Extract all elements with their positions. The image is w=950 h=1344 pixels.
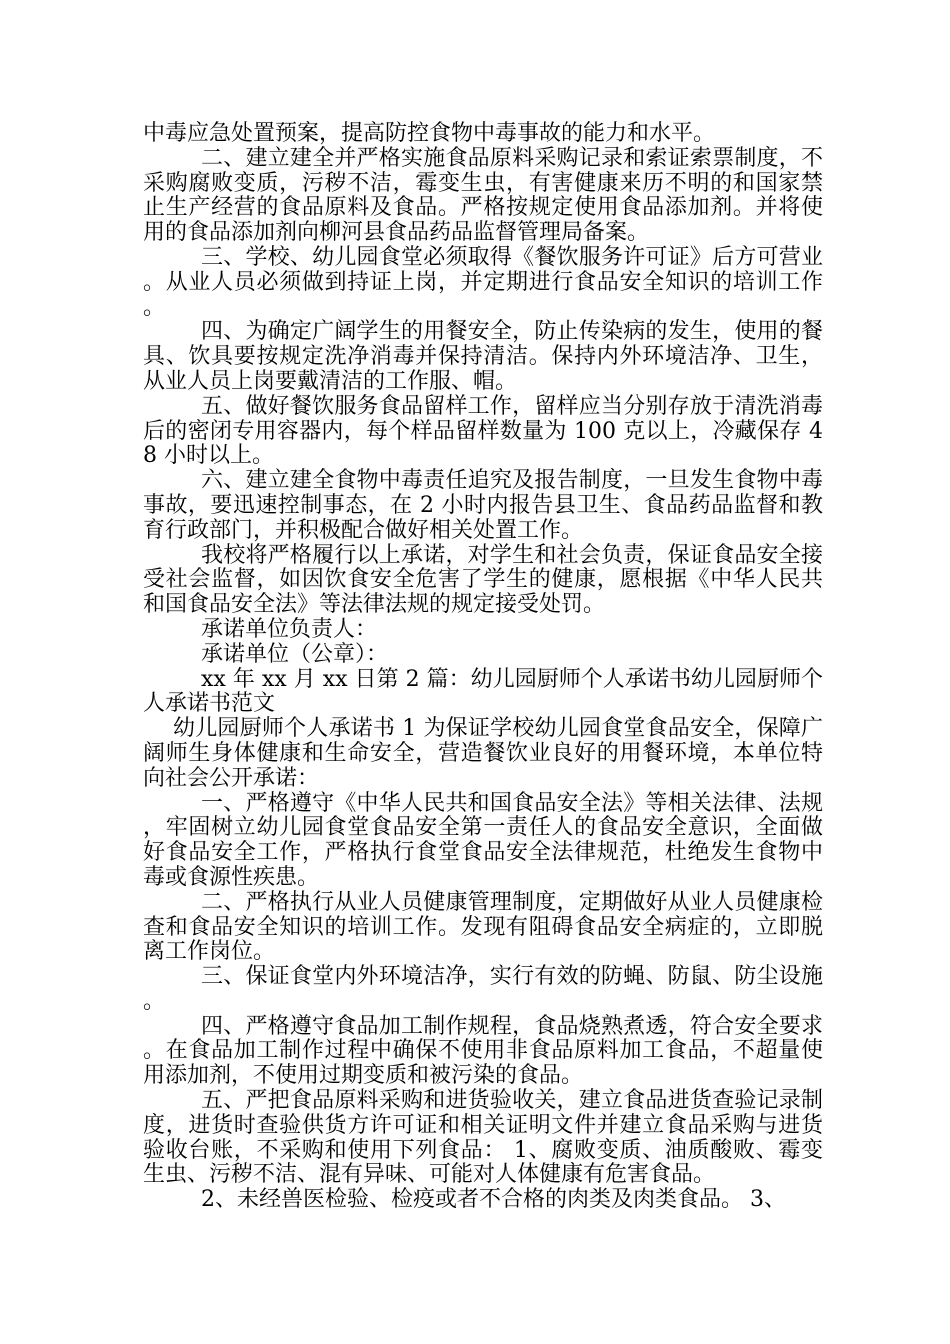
- paragraph: 二、严格执行从业人员健康管理制度，定期做好从业人员健康检查和食品安全知识的培训工作。发现有阻碍食品安全病症的，立即脱离工作岗位。: [143, 889, 823, 965]
- paragraph: 中毒应急处置预案，提高防控食物中毒事故的能力和水平。: [143, 121, 716, 146]
- paragraph: 幼儿园厨师个人承诺书 1 为保证学校幼儿园食堂食品安全，保障广阔师生身体健康和生命安全，营造餐饮业良好的用餐环境，本单位特向社会公开承诺：: [143, 716, 823, 791]
- paragraph: 2、未经兽医检验、检疫或者不合格的肉类及肉类食品。 3、: [201, 1187, 786, 1213]
- paragraph: 二、建立建全并严格实施食品原料采购记录和索证索票制度，不采购腐败变质，污秽不洁，霉变生虫，有害健康来历不明的和国家禁止生产经营的食品原料及食品。严格按规定使用食品添加剂。并将使用的食品添加剂向柳河县食品药品监督管理局备案。: [143, 145, 823, 246]
- date-and-section-title: xx 年 xx 月 xx 日第 2 篇：幼儿园厨师个人承诺书幼儿园厨师个人承诺书范文: [143, 666, 823, 717]
- seal-label: 承诺单位（公章）：: [201, 641, 389, 667]
- paragraph: 一、严格遵守《中华人民共和国食品安全法》等相关法律、法规，牢固树立幼儿园食堂食品安全第一责任人的食品安全意识，全面做好食品安全工作，严格执行食堂食品安全法律规范，杜绝发生食物中毒或食源性疾患。: [143, 790, 823, 890]
- paragraph: 四、严格遵守食品加工制作规程，食品烧熟煮透，符合安全要求。在食品加工制作过程中确保不使用非食品原料加工食品，不超量使用添加剂，不使用过期变质和被污染的食品。: [143, 1013, 823, 1089]
- paragraph: 六、建立建全食物中毒责任追究及报告制度，一旦发生食物中毒事故，要迅速控制事态，在 2 小时内报告县卫生、食品药品监督和教育行政部门，并积极配合做好相关处置工作。: [143, 468, 823, 543]
- paragraph: 三、保证食堂内外环境洁净，实行有效的防蝇、防鼠、防尘设施。: [143, 964, 823, 1014]
- paragraph: 我校将严格履行以上承诺，对学生和社会负责，保证食品安全接受社会监督，如因饮食安全危害了学生的健康，愿根据《中华人民共和国食品安全法》等法律法规的规定接受处罚。: [143, 542, 823, 618]
- document-body: [143, 122, 823, 1213]
- signatory-label: 承诺单位负责人：: [201, 616, 378, 642]
- paragraph: 四、为确定广阔学生的用餐安全，防止传染病的发生，使用的餐具、饮具要按规定洗净消毒并保持清洁。保持内外环境洁净、卫生，从业人员上岗要戴清洁的工作服、帽。: [143, 319, 823, 394]
- paragraph: 五、严把食品原料采购和进货验收关，建立食品进货查验记录制度，进货时查验供货方许可证和相关证明文件并建立食品采购与进货验收台账，不采购和使用下列食品： 1、腐败变质、油质酸败、霉变生虫、污秽不洁、混有异味、可能对人体健康有危害食品。: [143, 1088, 823, 1188]
- paragraph: 五、做好餐饮服务食品留样工作，留样应当分别存放于清洗消毒后的密闭专用容器内，每个样品留样数量为 100 克以上，冷藏保存 48 小时以上。: [143, 393, 823, 469]
- paragraph: 三、学校、幼儿园食堂必须取得《餐饮服务许可证》后方可营业。从业人员必须做到持证上岗，并定期进行食品安全知识的培训工作。: [143, 244, 823, 320]
